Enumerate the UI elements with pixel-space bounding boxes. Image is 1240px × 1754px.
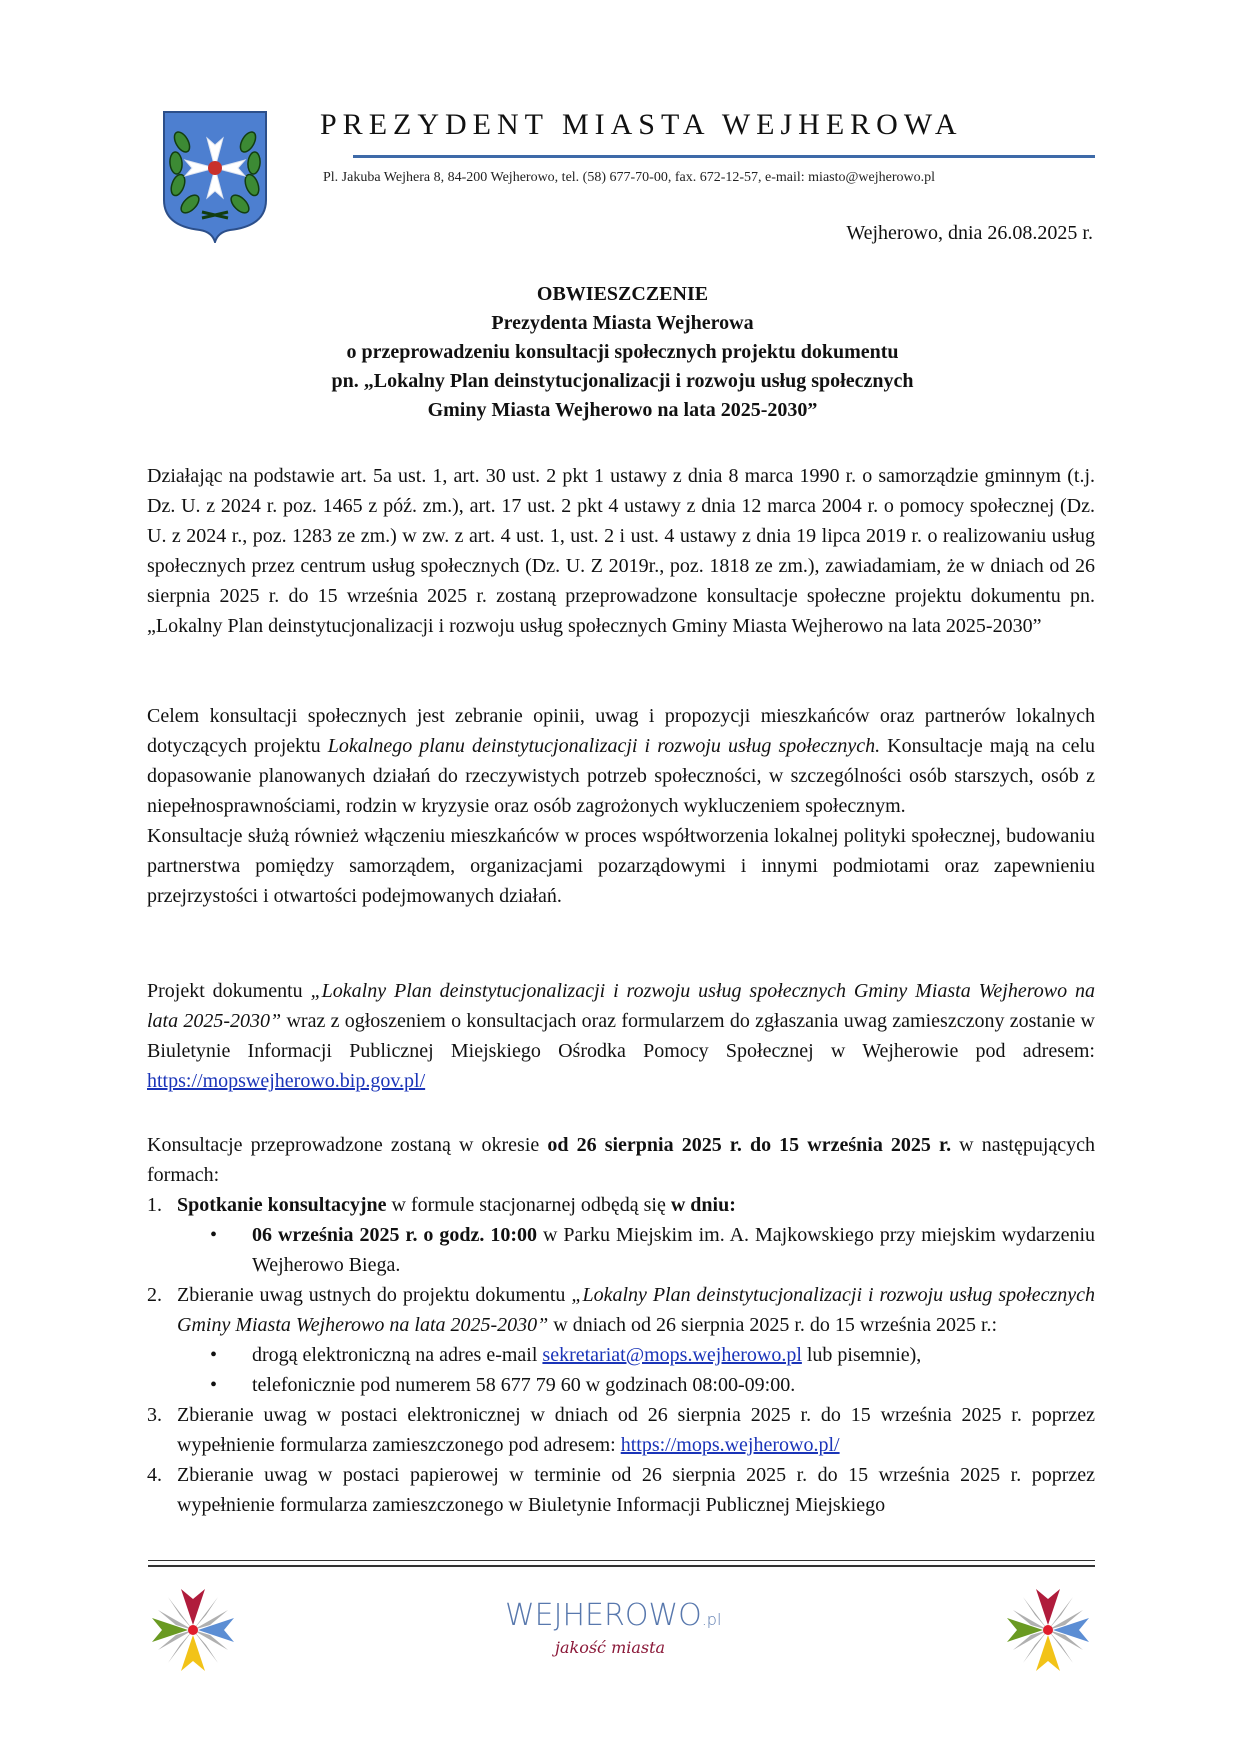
bullet-icon: • [210,1374,218,1396]
plan-title-italic: „Lokalny Plan deinstytucjonalizacji i rozwoju usług społecznych Gminy Miasta Wejherowo na lata 2025-2030” [177,1284,1095,1336]
title-line-2: Prezydenta Miasta Wejherowa [491,312,754,334]
footer-divider [148,1560,1095,1567]
text-span: w dniach od 26 sierpnia 2025 r. do 15 września 2025 r.: [548,1314,998,1336]
paragraph-legal-basis [147,461,1095,641]
email-link[interactable]: sekretariat@mops.wejherowo.pl [542,1344,802,1366]
bullet-icon: • [210,1344,218,1366]
consultation-forms-list [147,1190,1095,1520]
document-title [150,280,1095,425]
text-bold: 06 września 2025 r. o godz. 10:00 [252,1224,537,1246]
text-span: Zbieranie uwag ustnych do projektu dokumentu [177,1284,572,1306]
text-bold: w dniu: [670,1194,736,1216]
list-item [147,1280,1095,1400]
footer-tagline: jakość miasta [555,1638,666,1657]
coat-of-arms-icon [160,108,270,243]
bullet-icon: • [210,1224,218,1246]
plan-title-italic: „Lokalny Plan deinstytucjonalizacji i rozwoju usług społecznych Gminy Miasta Wejherowo na lata 2025-2030” [147,980,1096,1032]
title-line-3: o przeprowadzeniu konsultacji społecznych projektu dokumentu [346,341,899,363]
paragraph-purpose [147,701,1095,911]
text-span: Zbieranie uwag w postaci papierowej w terminie od 26 sierpnia 2025 r. do 15 września 2025 r. poprzez wypełnienie formularza zamieszczonego w Biuletynie Informacji Publicznej Miejskiego [177,1464,1095,1516]
bullet-list [177,1340,1095,1400]
period-bold: od 26 sierpnia 2025 r. do 15 września 2025 r. [547,1134,952,1156]
text-span: drogą elektroniczną na adres e-mail [252,1344,543,1366]
paragraph-purpose-second: Konsultacje służą również włączeniu mieszkańców w proces współtworzenia lokalnej polityki społecznej, budowaniu partnerstwa pomiędzy samorządem, organizacjami pozarządowymi i innymi podmiotami oraz zapewnieniu przejrzystości i otwartości podejmowanych działań. [147,825,1095,907]
text-span: telefonicznie pod numerem 58 677 79 60 w godzinach 08:00-09:00. [252,1374,796,1396]
text-span: w Parku Miejskim im. A. Majkowskiego przy miejskim wydarzeniu Wejherowo Biega. [252,1224,1095,1276]
list-number: 4. [147,1464,162,1486]
bullet-list [177,1220,1095,1280]
text-span: w formule stacjonarnej odbędą się [386,1194,671,1216]
star-emblem-icon [148,1585,238,1675]
header-address: Pl. Jakuba Wejhera 8, 84-200 Wejherowo, tel. (58) 677-70-00, fax. 672-12-57, e-mail: miasto@wejherowo.pl [323,170,935,185]
text-span: wraz z ogłoszeniem o konsultacjach oraz formularzem do zgłaszania uwag zamieszczony zostanie w Biuletynie Informacji Publicznej Miejskiego Ośrodka Pomocy Społecznej w Wejherowie pod adresem: [147,1010,1095,1062]
text-span: Projekt dokumentu [147,980,311,1002]
bullet-item [210,1370,1095,1400]
list-number: 3. [147,1404,162,1426]
bullet-item [210,1340,1095,1370]
title-line-1: OBWIESZCZENIE [536,283,709,305]
text-bold: Spotkanie konsultacyjne [177,1194,387,1216]
list-item [147,1400,1095,1460]
text-span: Konsultacje mają na celu dopasowanie planowanych działań do rzeczywistych potrzeb społeczności, w szczególności osób starszych, osób z niepełnosprawnościami, rodzin w kryzysie oraz osób zagrożonych wykluczeniem społecznym. [147,735,1096,817]
star-emblem-icon [1003,1585,1093,1675]
title-line-4: pn. „Lokalny Plan deinstytucjonalizacji i rozwoju usług społecznych [331,370,914,392]
paragraph-publication [147,976,1095,1096]
text-span: Celem konsultacji społecznych jest zebranie opinii, uwag i propozycji mieszkańców oraz partnerów lokalnych dotyczących projektu [147,705,1095,757]
text-span: Konsultacje przeprowadzone zostaną w okresie [147,1134,548,1156]
plan-title-italic: Lokalnego planu deinstytucjonalizacji i rozwoju usług społecznych. [327,735,881,757]
footer-brand [505,1598,721,1633]
list-number: 2. [147,1284,162,1306]
list-item [147,1190,1095,1280]
document-date: Wejherowo, dnia 26.08.2025 r. [846,222,1093,244]
paragraph-consultation-forms [147,1130,1095,1520]
title-line-5: Gminy Miasta Wejherowo na lata 2025-2030” [427,399,818,421]
text-span: w następujących formach: [147,1134,1096,1186]
header-title: PREZYDENT MIASTA WEJHEROWA [320,108,963,141]
header-divider [353,155,1095,158]
text-span: lub pisemnie), [801,1344,922,1366]
text-span: Zbieranie uwag w postaci elektronicznej w dniach od 26 sierpnia 2025 r. do 15 września 2025 r. poprzez wypełnienie formularza zamieszczonego pod adresem: [177,1404,1095,1456]
list-number: 1. [147,1194,162,1216]
brand-text: WEJHEROWO [505,1598,702,1633]
paragraph-legal-basis-text: Działając na podstawie art. 5a ust. 1, art. 30 ust. 2 pkt 1 ustawy z dnia 8 marca 1990 r. o samorządzie gminnym (t.j. Dz. U. z 2024 r. poz. 1465 z póź. zm.), art. 17 ust. 2 pkt 4 ustawy z dnia 12 marca 2004 r. o pomocy społecznej (Dz. U. z 2024 r., poz. 1283 ze zm.) w zw. z art. 4 ust. 1, ust. 2 i ust. 4 ustawy z dnia 19 lipca 2019 r. o realizowaniu usług społecznych przez centrum usług społecznych (Dz. U. Z 2019r., poz. 1818 ze zm.), zawiadamiam, że w dniach od 26 sierpnia 2025 r. do 15 września 2025 r. zostaną przeprowadzone konsultacje społeczne projektu dokumentu pn. „Lokalny Plan deinstytucjonalizacji i rozwoju usług społecznych Gminy Miasta Wejherowo na lata 2025-2030” [147,465,1095,637]
paragraph-purpose-text [147,701,1095,821]
list-item [147,1460,1095,1520]
paragraph-period-text [147,1130,1095,1190]
paragraph-publication-text [147,976,1095,1096]
brand-suffix: .pl [701,1610,722,1629]
mops-link[interactable]: https://mops.wejherowo.pl/ [620,1434,840,1456]
bip-link[interactable]: https://mopswejherowo.bip.gov.pl/ [147,1070,426,1092]
bullet-item [210,1220,1095,1280]
